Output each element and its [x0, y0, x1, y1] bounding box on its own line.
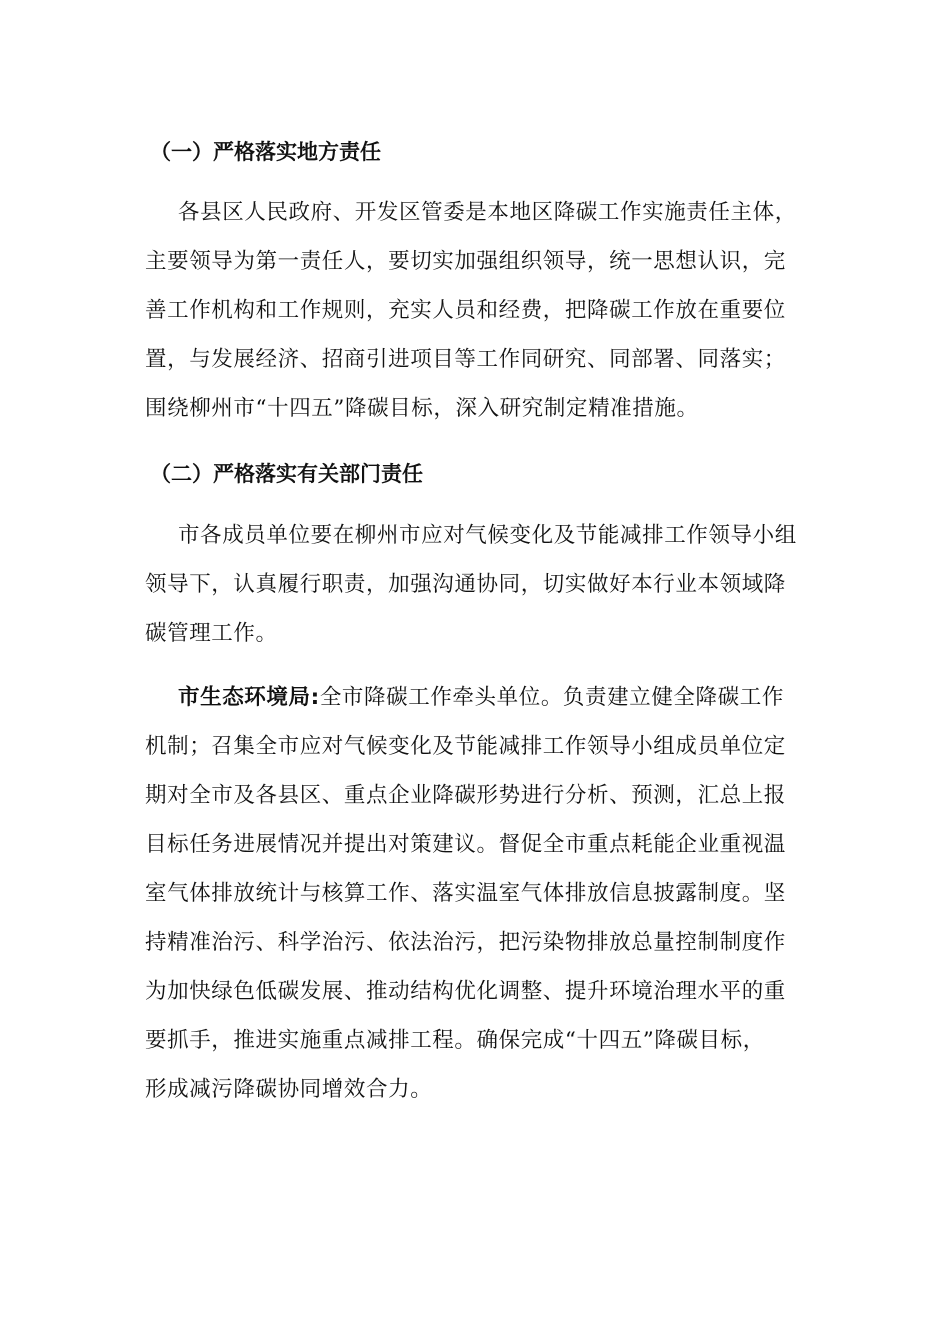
paragraph-line: 市各成员单位要在柳州市应对气候变化及节能减排工作领导小组: [178, 523, 797, 548]
section-1-heading: （一）严格落实地方责任: [150, 140, 381, 164]
bureau-name: 市生态环境局:: [178, 685, 320, 710]
paragraph-line: 各县区人民政府、开发区管委是本地区降碳工作实施责任主体，: [178, 200, 797, 225]
section-2-heading: （二）严格落实有关部门责任: [150, 462, 423, 486]
paragraph-line: 要抓手，推进实施重点减排工程。确保完成“十四五”降碳目标，: [145, 1028, 765, 1053]
paragraph-line: 领导下，认真履行职责，加强沟通协同，切实做好本行业本领域降: [145, 572, 786, 597]
paragraph-line: 主要领导为第一责任人，要切实加强组织领导，统一思想认识，完: [145, 249, 786, 274]
paragraph-line: 善工作机构和工作规则，充实人员和经费，把降碳工作放在重要位: [145, 298, 786, 323]
paragraph-line: 为加快绿色低碳发展、推动结构优化调整、提升环境治理水平的重: [145, 979, 786, 1004]
paragraph-line: 碳管理工作。: [145, 621, 278, 646]
section-1-paragraph: [145, 188, 810, 433]
paragraph-line-text: 全市降碳工作牵头单位。负责建立健全降碳工作: [319, 685, 784, 710]
section-3-paragraph: [145, 673, 810, 1114]
paragraph-line: 形成减污降碳协同增效合力。: [145, 1077, 433, 1102]
section-2-paragraph: [145, 511, 810, 658]
paragraph-line: 目标任务进展情况并提出对策建议。督促全市重点耗能企业重视温: [145, 832, 786, 857]
paragraph-line: 持精准治污、科学治污、依法治污，把污染物排放总量控制制度作: [145, 930, 786, 955]
paragraph-first-line: [145, 673, 810, 722]
paragraph-line: 围绕柳州市“十四五”降碳目标，深入研究制定精准措施。: [145, 396, 699, 421]
paragraph-line: 室气体排放统计与核算工作、落实温室气体排放信息披露制度。坚: [145, 881, 786, 906]
paragraph-line: 置，与发展经济、招商引进项目等工作同研究、同部署、同落实；: [145, 347, 786, 372]
paragraph-line: 期对全市及各县区、重点企业降碳形势进行分析、预测，汇总上报: [145, 783, 786, 808]
paragraph-line: 机制；召集全市应对气候变化及节能减排工作领导小组成员单位定: [145, 734, 786, 759]
